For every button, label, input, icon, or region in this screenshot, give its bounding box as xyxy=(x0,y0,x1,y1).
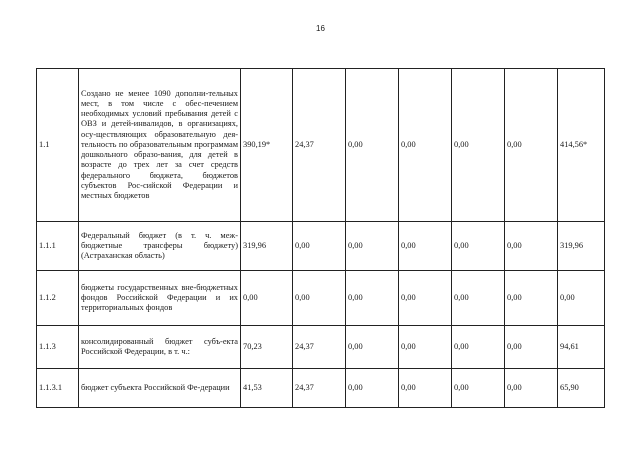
page-number: 16 xyxy=(316,24,325,33)
value-cell: 0,00 xyxy=(399,326,452,369)
value-cell: 0,00 xyxy=(452,222,505,271)
total-cell: 94,61 xyxy=(558,326,605,369)
value-cell: 41,53 xyxy=(241,369,293,408)
row-description: Федеральный бюджет (в т. ч. меж-бюджетные трансферы бюджету) (Астраханская область) xyxy=(79,222,241,271)
value-cell: 0,00 xyxy=(346,222,399,271)
table-row xyxy=(37,271,605,326)
value-cell: 0,00 xyxy=(293,222,346,271)
value-cell: 0,00 xyxy=(399,369,452,408)
total-cell: 319,96 xyxy=(558,222,605,271)
row-description: консолидированный бюджет субъ-екта Российской Федерации, в т. ч.: xyxy=(79,326,241,369)
value-cell: 0,00 xyxy=(505,369,558,408)
value-cell: 0,00 xyxy=(346,69,399,222)
table-row xyxy=(37,369,605,408)
value-cell: 0,00 xyxy=(293,271,346,326)
value-cell: 0,00 xyxy=(505,326,558,369)
budget-table xyxy=(36,68,605,408)
value-cell: 390,19* xyxy=(241,69,293,222)
value-cell: 0,00 xyxy=(505,69,558,222)
row-description: Создано не менее 1090 дополни-тельных мест, в том числе с обес-печением необходимых условий пребывания детей с ОВЗ и детей-инвалидов, в организациях, осу-ществляющих образовательную дея-тельность по образовательным программам дошкольного образо-вания, для детей в возрасте до трех лет за счет средств федерального бюджета, бюджетов субъектов Рос-сийской Федерации и местных бюджетов xyxy=(79,69,241,222)
value-cell: 0,00 xyxy=(346,271,399,326)
row-code: 1.1.3.1 xyxy=(37,369,79,408)
table-row xyxy=(37,222,605,271)
value-cell: 0,00 xyxy=(505,271,558,326)
value-cell: 0,00 xyxy=(505,222,558,271)
value-cell: 0,00 xyxy=(452,271,505,326)
total-cell: 0,00 xyxy=(558,271,605,326)
value-cell: 0,00 xyxy=(452,69,505,222)
value-cell: 0,00 xyxy=(452,326,505,369)
value-cell: 319,96 xyxy=(241,222,293,271)
row-description: бюджет субъекта Российской Фе-дерации xyxy=(79,369,241,408)
row-code: 1.1.2 xyxy=(37,271,79,326)
value-cell: 0,00 xyxy=(241,271,293,326)
row-code: 1.1 xyxy=(37,69,79,222)
value-cell: 24,37 xyxy=(293,326,346,369)
value-cell: 0,00 xyxy=(346,369,399,408)
value-cell: 70,23 xyxy=(241,326,293,369)
row-description: бюджеты государственных вне-бюджетных фондов Российской Федерации и их территориальных фондов xyxy=(79,271,241,326)
value-cell: 0,00 xyxy=(399,69,452,222)
value-cell: 24,37 xyxy=(293,369,346,408)
row-code: 1.1.3 xyxy=(37,326,79,369)
row-code: 1.1.1 xyxy=(37,222,79,271)
total-cell: 65,90 xyxy=(558,369,605,408)
value-cell: 24,37 xyxy=(293,69,346,222)
value-cell: 0,00 xyxy=(399,271,452,326)
table-row xyxy=(37,69,605,222)
total-cell: 414,56* xyxy=(558,69,605,222)
value-cell: 0,00 xyxy=(346,326,399,369)
value-cell: 0,00 xyxy=(399,222,452,271)
value-cell: 0,00 xyxy=(452,369,505,408)
table-row xyxy=(37,326,605,369)
